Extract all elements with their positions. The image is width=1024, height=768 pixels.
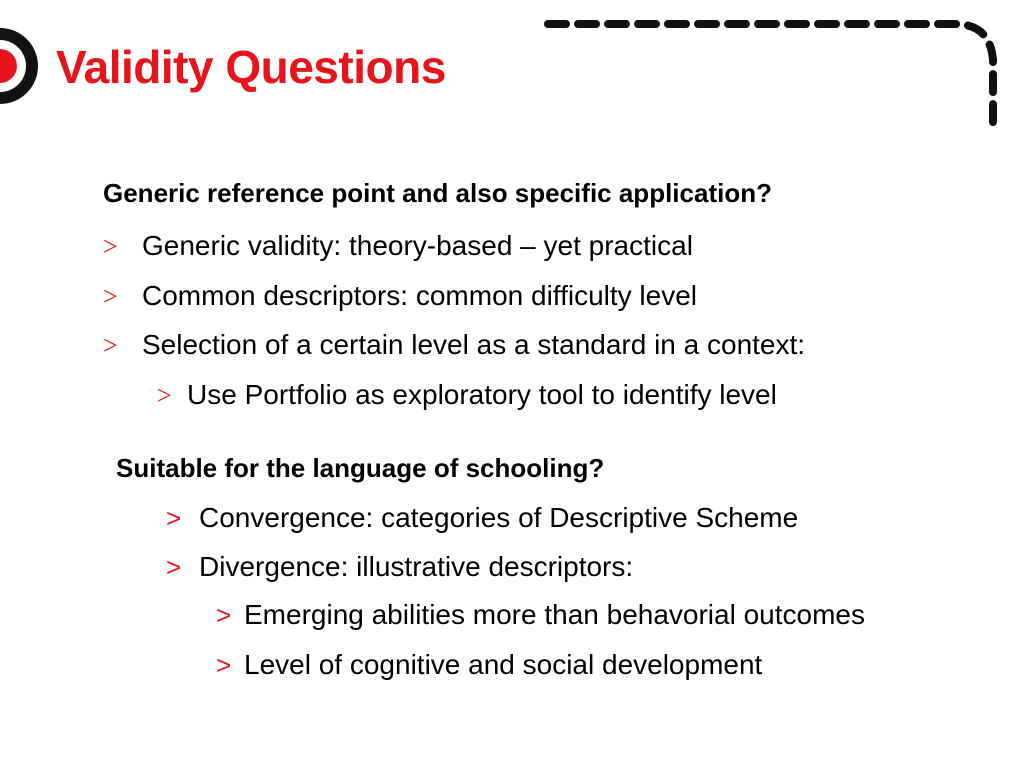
slide-title: Validity Questions: [56, 41, 446, 93]
sub-bullet-item: [216, 648, 762, 682]
chevron-right-icon: >: [216, 600, 232, 630]
bullet-item: [166, 501, 798, 535]
chevron-right-icon: >: [157, 381, 172, 410]
sub-bullet-item: [216, 598, 865, 632]
bullet-text: Common descriptors: common difficulty level: [142, 280, 698, 311]
bullet-item: [103, 279, 697, 314]
dashed-corner-bracket-icon: [540, 10, 1010, 130]
bullet-text: Emerging abilities more than behavorial outcomes: [244, 599, 865, 630]
bullet-item: [103, 328, 805, 363]
chevron-right-icon: >: [103, 232, 118, 261]
bullet-text: Divergence: illustrative descriptors:: [199, 551, 634, 582]
bullet-text: Level of cognitive and social development: [244, 649, 763, 680]
bullet-item: [103, 229, 693, 264]
target-icon: [0, 26, 40, 106]
bullet-item: [166, 550, 633, 584]
bullet-text: Selection of a certain level as a standard in a context:: [142, 329, 806, 360]
chevron-right-icon: >: [216, 650, 232, 680]
chevron-right-icon: >: [166, 503, 182, 533]
chevron-right-icon: >: [103, 282, 118, 311]
section-heading-generic: Generic reference point and also specific application?: [103, 178, 772, 208]
bullet-text: Convergence: categories of Descriptive Scheme: [199, 502, 799, 533]
sub-bullet-item: [157, 378, 777, 413]
chevron-right-icon: >: [166, 552, 182, 582]
bullet-text: Use Portfolio as exploratory tool to identify level: [187, 379, 777, 410]
bullet-text: Generic validity: theory-based – yet practical: [142, 230, 693, 261]
chevron-right-icon: >: [103, 331, 118, 360]
section-heading-schooling: Suitable for the language of schooling?: [116, 453, 605, 483]
